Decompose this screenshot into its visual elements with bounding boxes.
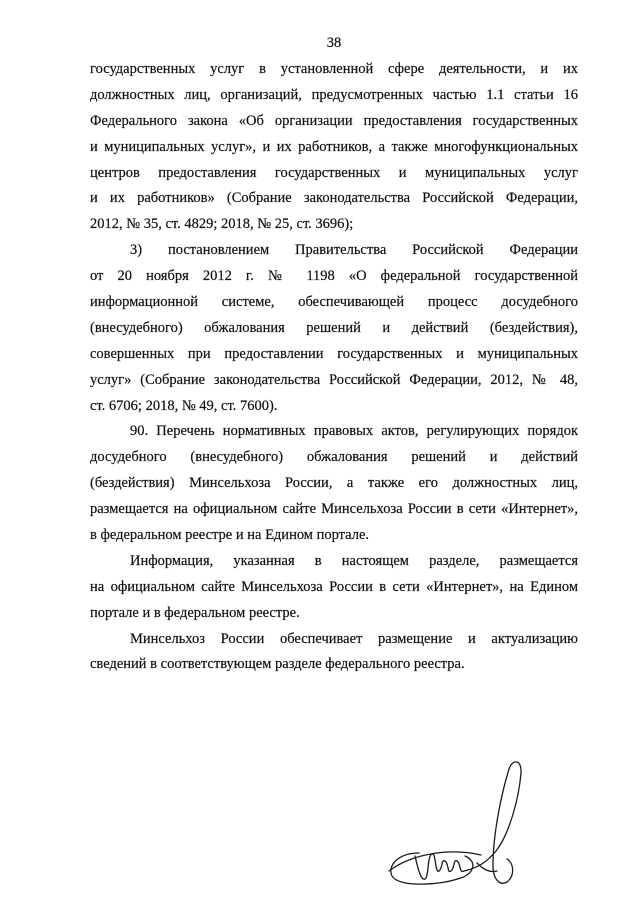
paragraph-item-3 bbox=[90, 238, 578, 419]
text-line: и их работников» (Собрание законодательства Российской Федерации, bbox=[90, 190, 578, 207]
text-line: на официальном сайте Минсельхоза России в сети «Интернет», на Едином bbox=[90, 578, 578, 595]
signature-drawing bbox=[385, 755, 530, 890]
page-number: 38 bbox=[326, 35, 342, 51]
text-line: досудебного (внесудебного) обжалования решений и действий bbox=[90, 449, 578, 466]
paragraph-90 bbox=[90, 419, 578, 548]
signature-stroke bbox=[415, 854, 464, 879]
text-line: 90. Перечень нормативных правовых актов, регулирующих порядок bbox=[130, 423, 578, 440]
text-line: (бездействия) Минсельхоза России, а также его должностных лиц, bbox=[90, 475, 578, 492]
text-line: государственных услуг в установленной сфере деятельности, и их bbox=[90, 61, 578, 77]
signature bbox=[385, 755, 530, 890]
text-line: должностных лиц, организаций, предусмотренных частью 1.1 статьи 16 bbox=[90, 86, 578, 103]
paragraph-minselkhoz bbox=[90, 627, 578, 679]
text-line: Информация, указанная в настоящем разделе, размещается bbox=[130, 552, 578, 569]
text-line: совершенных при предоставлении государственных и муниципальных bbox=[90, 345, 578, 362]
text-line: Минсельхоз России обеспечивает размещение и актуализацию bbox=[130, 630, 578, 647]
text-line: ст. 6706; 2018, № 49, ст. 7600). bbox=[90, 397, 278, 414]
text-line: информационной системе, обеспечивающей процесс досудебного bbox=[90, 294, 578, 311]
text-line: центров предоставления государственных и муниципальных услуг bbox=[90, 164, 578, 181]
text-line: от 20 ноября 2012 г. № 1198 «О федеральной государственной bbox=[90, 268, 578, 285]
document-body bbox=[90, 57, 578, 678]
text-line: размещается на официальном сайте Минсельхоза России в сети «Интернет», bbox=[90, 501, 578, 518]
text-line: и муниципальных услуг», и их работников, а также многофункциональных bbox=[90, 138, 578, 155]
text-line: Федерального закона «Об организации предоставления государственных bbox=[90, 112, 578, 129]
text-line: (внесудебного) обжалования решений и действий (бездействия), bbox=[90, 319, 578, 336]
text-line: сведений в соответствующем разделе федерального реестра. bbox=[90, 656, 465, 673]
text-line: 2012, № 35, ст. 4829; 2018, № 25, ст. 3696); bbox=[90, 216, 354, 233]
text-line: услуг» (Собрание законодательства Российской Федерации, 2012, № 48, bbox=[90, 371, 578, 388]
paragraph-continuation bbox=[90, 57, 578, 238]
paragraph-information bbox=[90, 549, 578, 627]
signature-stroke bbox=[477, 863, 497, 872]
text-line: портале и в федеральном реестре. bbox=[90, 604, 300, 621]
text-line: 3) постановлением Правительства Российской Федерации bbox=[130, 242, 578, 259]
text-line: в федеральном реестре и на Едином портале. bbox=[90, 527, 370, 544]
